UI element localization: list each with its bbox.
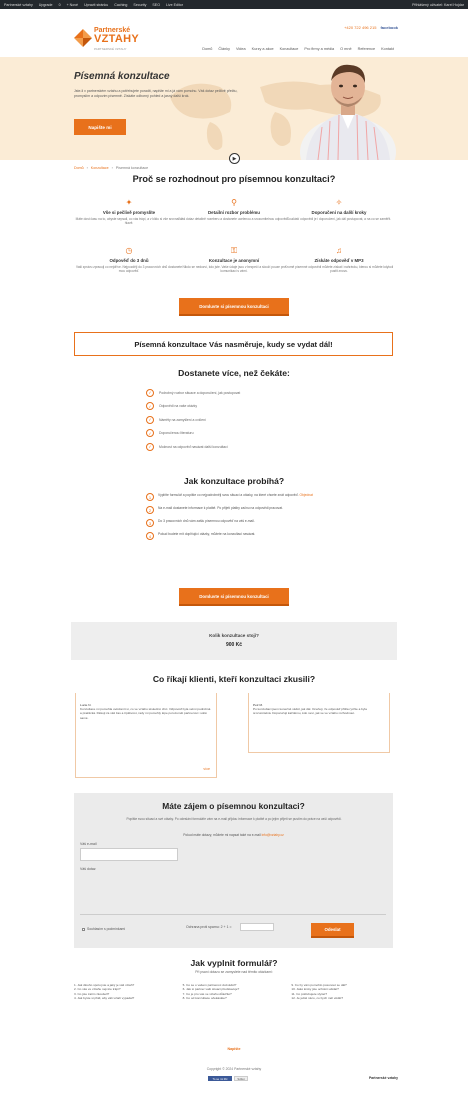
feature-card: [284, 198, 394, 221]
list-item-text: Doporučenou literaturu: [159, 431, 194, 436]
nav-item[interactable]: Domů: [202, 47, 213, 51]
admin-item[interactable]: Partnerské vztahy: [4, 2, 33, 7]
magnifier-icon: ⚲: [231, 198, 237, 207]
consultant-photo: [298, 57, 398, 160]
check-icon: ✓: [146, 389, 154, 397]
admin-item[interactable]: Live Editor: [166, 2, 183, 7]
feature-desc: Váš dotaz detailně rozeberu a dostanete ucelenou a srozumitelnou odpověď.: [179, 217, 289, 221]
feature-desc: Součástí odpovědi je i doporučení, jak dál postupovat, a na co se zaměřit.: [286, 217, 392, 221]
footer-social: [208, 1076, 248, 1081]
faq-columns: [74, 983, 394, 1001]
feature-desc: Kromě písemné odpovědi můžete získat i nahrávku, kterou si můžete kdykoli pustit znovu.: [284, 265, 394, 274]
faq-subtitle: Při psaní dotazu se zamyslete nad těmito otázkami:: [195, 970, 273, 974]
site-header: [0, 9, 468, 57]
faq-item: 6. Jak si partner vaši situaci představuje?: [182, 987, 240, 992]
faq-item: 11. Co potřebujete slyšet?: [291, 991, 328, 996]
breadcrumb-current: Písemná konzultace: [115, 166, 149, 170]
hero-text: Jste-li v partnerském vztahu a potřebujete poradit, napište mi a já vám pomohu. Váš dotaz pečlivě přečtu, promyslím a odpovím písemně. Získáte odborný pohled a jasný další krok.: [74, 89, 238, 98]
step-text: Pokud budete mít doplňující otázky, můžete na konzultaci navázat.: [158, 532, 256, 536]
admin-item[interactable]: SEO: [152, 2, 160, 7]
step-number: 1: [146, 493, 154, 501]
step-text: Na e-mail dostanete informace k platbě. Po přijetí platby začnu na odpovědi pracovat.: [158, 506, 283, 510]
list-item-text: Náměty na zamyšlení a cvičení: [159, 417, 206, 422]
form-note: Pokud máte dotazy, můžete mi napsat také na e-mail info@vztahy.cz: [183, 833, 284, 837]
step: [146, 532, 336, 540]
feature-title: Odpověď do 3 dnů: [109, 258, 149, 263]
feature-card: [74, 246, 184, 274]
feature-card: [179, 198, 289, 221]
check-icon: ✓: [146, 429, 154, 437]
facebook-like-button[interactable]: To se mi líbí: [208, 1076, 232, 1081]
feature-card: [284, 246, 394, 274]
faq-item: 3. Co jste zatím zkoušeli?: [74, 991, 110, 996]
price-box: [71, 622, 397, 660]
more-title: Dostanete více, než čekáte:: [178, 368, 290, 378]
testimonial-text: Po konzultaci jsem konečně věděl, jak dál. Oceňuji, že odpověď přišla rychle a byla srozumitelná. Doporučuji každému, kdo neví, jak se ve vztahu rozhodnout.: [253, 707, 367, 716]
faq-item: 9. Co by vám pomohlo posunout se dál?: [291, 983, 347, 987]
lock-icon: ⚿: [230, 246, 238, 255]
music-note-icon: ♫: [336, 246, 342, 255]
faq-item: 2. Co vás ve vztahu nejvíce trápí?: [74, 987, 121, 992]
faq-item: 4. Jak byste si přáli, aby váš vztah vypadal?: [74, 996, 135, 1001]
step-number: 3: [146, 519, 154, 527]
consent-checkbox[interactable]: [82, 927, 125, 931]
admin-user[interactable]: Přihlášený uživatel: Karel Hojdar: [412, 2, 464, 7]
faq-column: [291, 983, 394, 1001]
list-item-text: Odpovědi na vaše otázky: [159, 404, 198, 409]
list-item: [146, 386, 346, 400]
compass-icon: ✧: [335, 198, 343, 207]
faq-title: Jak vyplnit formulář?: [190, 958, 278, 968]
hero-title: Písemná konzultace: [74, 71, 170, 82]
list-item: [146, 440, 346, 454]
feature-desc: Máte dost času na to, abyste sepsali, co vás trápí, a v klidu si vše srovnali v hlavě.: [75, 217, 183, 226]
faq-column: [74, 983, 177, 1001]
logo-tagline: PARTNERSKÉ VZTAHY: [94, 47, 127, 51]
breadcrumb-home[interactable]: Domů: [74, 166, 84, 170]
testimonial-card: [75, 693, 217, 778]
step: [146, 506, 336, 514]
checkbox-label: Souhlasím s podmínkami: [87, 927, 126, 931]
breadcrumb: [74, 166, 148, 170]
main-nav: [202, 47, 394, 51]
feature-card: [74, 198, 184, 226]
testimonial-name: Lucie N.: [80, 703, 92, 707]
write-me-button[interactable]: Napište mi: [74, 119, 126, 135]
feature-title: Získáte odpověď v MP3: [314, 258, 364, 263]
price-value: 900 Kč: [225, 642, 243, 648]
faq-item: 10. Jaké kroky jste ochotni udělat?: [291, 987, 339, 992]
site-logo[interactable]: [74, 27, 164, 61]
faq-item: 1. Jak dlouho spolu jste a jaký je váš vztah?: [74, 983, 135, 987]
step: [146, 493, 336, 501]
top-contact: [344, 25, 398, 30]
list-item-text: Možnost na odpověď navázat další konzultací: [159, 444, 228, 449]
testimonials-title: Co říkají klienti, kteří konzultaci zkusili?: [152, 674, 316, 684]
why-title: Proč se rozhodnout pro písemnou konzultaci?: [132, 174, 336, 184]
faq-item: 5. Co se o vašem partnerovi dozvěděl?: [182, 983, 237, 987]
hero-section: [0, 57, 468, 160]
captcha-field[interactable]: [240, 923, 274, 931]
nav-item[interactable]: Kontakt: [381, 47, 394, 51]
check-icon: ✓: [146, 402, 154, 410]
step-text: Vyplňte formulář a popište co nejpodrobněji svou situaci a otázky, na které chcete znát odpověď. Objednat: [158, 493, 313, 497]
logo-text-top: Partnerské: [94, 27, 131, 34]
footer-link[interactable]: Napište: [227, 1047, 241, 1051]
process-title: Jak konzultace probíhá?: [183, 476, 285, 486]
message-textarea[interactable]: [80, 875, 386, 915]
step-number: 2: [146, 506, 154, 514]
nav-item[interactable]: Kurzy a akce: [251, 47, 274, 51]
testimonial-text: Konzultace mi pomohla uvědomit si, co ve vztahu skutečně chci. Odpověď byla velmi podrobná a praktická. Děkuji za váš čas a trpělivost, rady mi pomohly lépe porozumět partnerovi i sobě samé.: [80, 707, 211, 720]
nav-item[interactable]: O mně: [340, 47, 352, 51]
list-item: [146, 427, 346, 441]
nav-item[interactable]: Konzultace: [279, 47, 299, 51]
faq-item: 8. Co od konzultace očekáváte?: [182, 996, 227, 1001]
process-steps: [146, 493, 336, 545]
form-intro: Popište svou situaci a své otázky. Po odeslání formuláře vám na e-mail přijdou informace k platbě a po jejím přijetí se pustím do práce na vaší odpovědi.: [126, 817, 342, 821]
feature-desc: Nikdo se nedozví, kdo jste. Vaše údaje jsou v bezpečí a slouží pouze pro komunikaci s vámi.: [182, 265, 286, 274]
nav-item[interactable]: Články: [218, 47, 230, 51]
faq-item: 12. Je ještě něco, co bych měl vědět?: [291, 996, 344, 1001]
faq-item: 7. Co je pro vás ve vztahu důležité?: [182, 991, 232, 996]
check-icon: ✓: [146, 443, 154, 451]
admin-item[interactable]: Security: [133, 2, 147, 7]
email-field[interactable]: [80, 848, 178, 861]
faq-column: [183, 983, 286, 1001]
form-title: Máte zájem o písemnou konzultaci?: [162, 801, 305, 811]
phone-number[interactable]: +420 722 496 215: [344, 25, 377, 30]
feature-card: [179, 246, 289, 274]
admin-item[interactable]: Caching: [114, 2, 128, 7]
step-text: Do 3 pracovních dnů vám zašlu písemnou odpověď na váš e-mail.: [158, 519, 255, 523]
footer-copyright: Copyright © 2024 Partnerské vztahy: [206, 1067, 262, 1071]
admin-item[interactable]: Upravit stránku: [84, 2, 109, 7]
testimonial-name: Petr M.: [253, 703, 263, 707]
admin-item[interactable]: + Nové: [66, 2, 79, 7]
check-icon: ✓: [146, 416, 154, 424]
share-button[interactable]: Sdílet: [234, 1076, 248, 1081]
logo-text-main: VZTAHY: [94, 33, 139, 45]
clock-icon: ◷: [125, 246, 133, 255]
more-link[interactable]: více: [203, 766, 210, 771]
admin-item[interactable]: Upgrade: [38, 2, 53, 7]
order-link[interactable]: Objednat: [299, 493, 313, 497]
breadcrumb-separator: ›: [86, 166, 88, 170]
captcha-label: Ochrana proti spamu: 2 + 1 =: [186, 925, 232, 929]
step-number: 4: [146, 532, 154, 540]
message-label: Váš dotaz: [80, 867, 96, 871]
email-link[interactable]: info@vztahy.cz: [261, 833, 284, 837]
breadcrumb-section[interactable]: Konzultace: [90, 166, 109, 170]
testimonial-card: [248, 693, 390, 753]
book-consultation-button[interactable]: Domluvte si písemnou konzultaci: [179, 588, 289, 606]
checkbox[interactable]: [82, 928, 85, 931]
feature-title: Konzultace je anonymní: [208, 258, 260, 263]
logo-mark-icon: [74, 29, 92, 47]
book-consultation-button[interactable]: Domluvte si písemnou konzultaci: [179, 298, 289, 316]
facebook-link[interactable]: facebook: [380, 25, 398, 30]
admin-item[interactable]: 0: [58, 2, 61, 7]
footer-brand: Partnerské vztahy: [368, 1076, 398, 1080]
consultation-form: [74, 793, 393, 948]
play-icon[interactable]: ▶: [229, 153, 240, 164]
feature-desc: Vaši zprávu zpracuji co nejdříve. Nejpozději do 3 pracovních dnů dostanete mou odpověď.: [75, 265, 183, 274]
step: [146, 519, 336, 527]
feature-title: Detailní rozbor problému: [208, 210, 260, 215]
list-item: [146, 400, 346, 414]
breadcrumb-separator: ›: [111, 166, 113, 170]
nav-item[interactable]: Videa: [236, 47, 246, 51]
list-item-text: Podrobný rozbor situace a doporučení, jak postupovat: [159, 390, 241, 395]
admin-bar: [0, 0, 468, 9]
brain-icon: ✦: [125, 198, 133, 207]
feature-title: Vše si pečlivě promyslíte: [102, 210, 156, 215]
nav-item[interactable]: Reference: [357, 47, 376, 51]
submit-button[interactable]: Odeslat: [311, 923, 354, 938]
feature-title: Doporučení na další kroky: [311, 210, 367, 215]
list-item: [146, 413, 346, 427]
nav-item[interactable]: Pro firmy a média: [304, 47, 335, 51]
email-label: Váš e-mail: [80, 842, 97, 846]
price-label: Kolik konzultace stojí?: [209, 633, 259, 638]
banner: Písemná konzultace Vás nasměruje, kudy se vydat dál!: [74, 332, 393, 356]
benefits-list: [146, 386, 346, 454]
